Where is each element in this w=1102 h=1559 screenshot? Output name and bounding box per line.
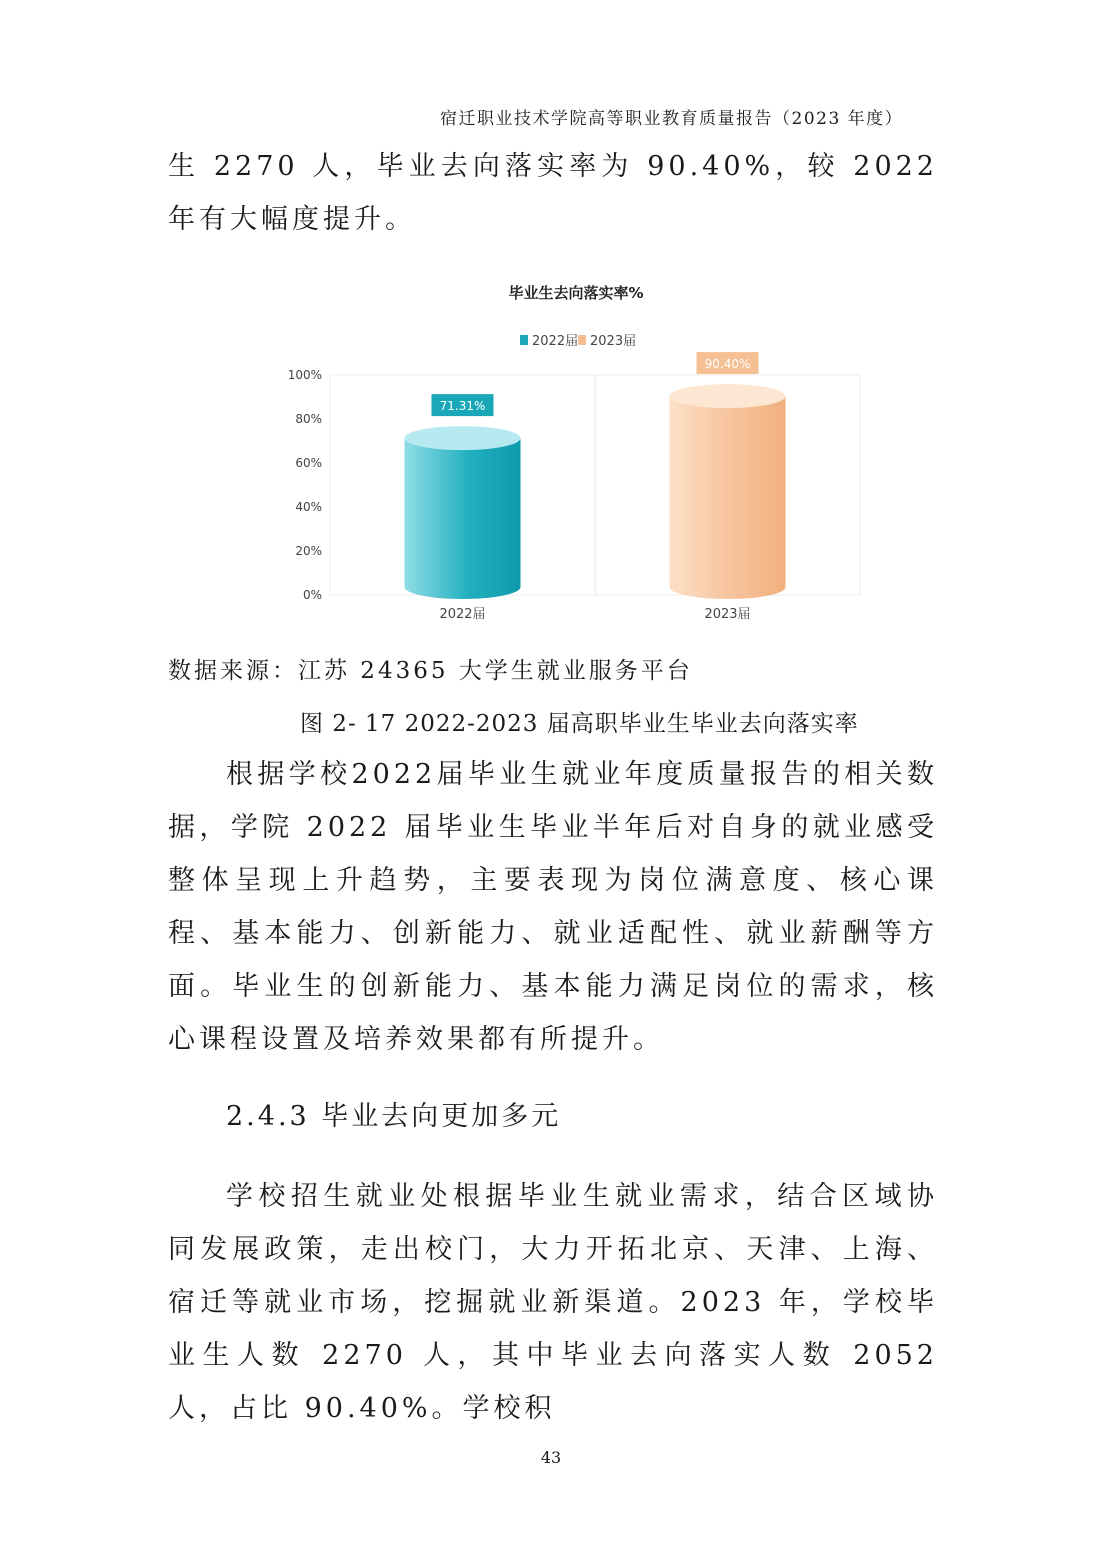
paragraph-intro: 生 2270 人，毕业去向落实率为 90.40%，较 2022 年有大幅度提升。 xyxy=(168,151,938,235)
y-tick-label: 20% xyxy=(295,544,322,558)
legend-label-2023: 2023届 xyxy=(590,334,637,349)
page-number: 43 xyxy=(540,1448,562,1467)
data-label: 71.31% xyxy=(439,399,486,414)
chart-legend xyxy=(520,334,636,349)
y-tick-label: 60% xyxy=(295,456,322,470)
data-label: 90.40% xyxy=(704,357,751,372)
y-tick-label: 100% xyxy=(287,368,322,382)
bar-top-cap xyxy=(405,426,521,450)
chart-title: 毕业生去向落实率% xyxy=(508,284,644,302)
bar-2022 xyxy=(405,438,521,599)
placement-rate-chart xyxy=(270,270,870,640)
paragraph-survey: 根据学校2022届毕业生就业年度质量报告的相关数据，学院 2022 届毕业生毕业半年后对自身的就业感受整体呈现上升趋势，主要表现为岗位满意度、核心课程、基本能力、创新能力、就业适配性、就业薪酬等方面。毕业生的创新能力、基本能力满足岗位的需求，核心课程设置及培养效果都有所提升。 xyxy=(168,759,938,1055)
legend-label-2022: 2022届 xyxy=(532,334,579,349)
bar-2023 xyxy=(670,396,786,599)
plot-area xyxy=(288,352,860,622)
section-heading: 2.4.3 毕业去向更加多元 xyxy=(226,1101,562,1132)
bar-top-cap xyxy=(670,384,786,408)
data-source: 数据来源：江苏 24365 大学生就业服务平台 xyxy=(168,658,693,684)
legend-swatch-2022 xyxy=(520,335,528,345)
y-tick-label: 40% xyxy=(295,500,322,514)
x-tick-label: 2022届 xyxy=(439,607,486,622)
x-tick-label: 2023届 xyxy=(704,607,751,622)
legend-swatch-2023 xyxy=(578,335,586,345)
figure-caption: 图 2- 17 2022-2023 届高职毕业生毕业去向落实率 xyxy=(300,711,859,737)
report-header: 宿迁职业技术学院高等职业教育质量报告（2023 年度） xyxy=(440,109,904,129)
y-tick-label: 80% xyxy=(295,412,322,426)
paragraph-employment: 学校招生就业处根据毕业生就业需求，结合区域协同发展政策，走出校门，大力开拓北京、天津、上海、宿迁等就业市场，挖掘就业新渠道。2023 年，学校毕业生人数 2270 人，其中毕业去向落实人数 2052 人，占比 90.40%。学校积 xyxy=(168,1181,938,1424)
y-tick-label: 0% xyxy=(302,588,322,602)
